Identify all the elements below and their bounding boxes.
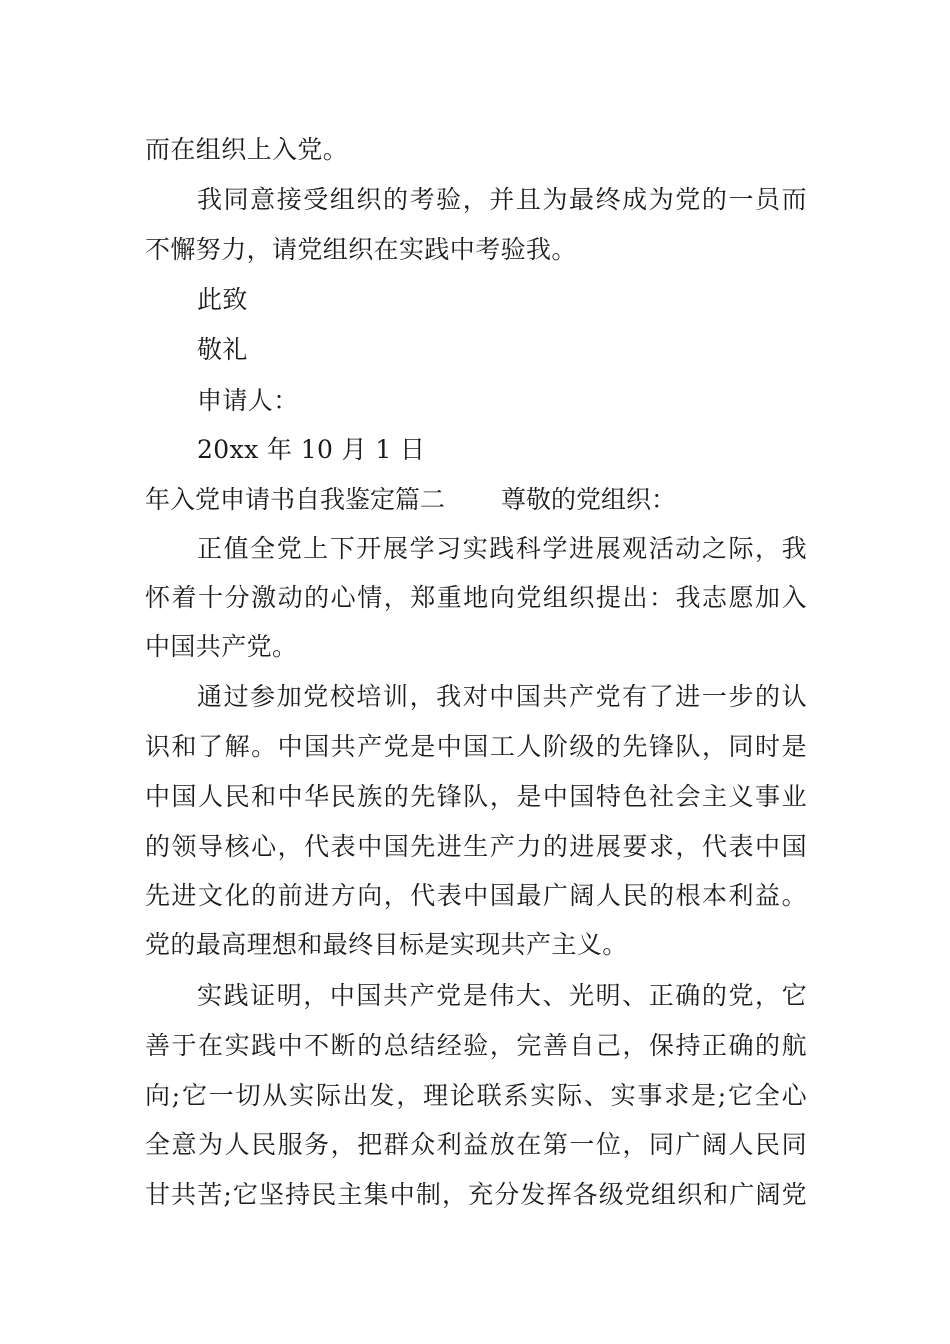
paragraph-line: 我同意接受组织的考验，并且为最终成为党的一员而 bbox=[197, 185, 807, 214]
paragraph-line: 不懈努力，请党组织在实践中考验我。 bbox=[145, 235, 577, 264]
paragraph-line: 向;它一切从实际出发，理论联系实际、实事求是;它全心 bbox=[145, 1081, 807, 1110]
paragraph-line: 全意为人民服务，把群众利益放在第一位，同广阔人民同 bbox=[145, 1130, 807, 1159]
paragraph-line: 的领导核心，代表中国先进生产力的进展要求，代表中国 bbox=[145, 832, 807, 861]
section-title: 年入党申请书自我鉴定篇二 bbox=[145, 485, 446, 514]
paragraph-line: 先进文化的前进方向，代表中国最广阔人民的根本利益。 bbox=[145, 881, 807, 910]
paragraph-line: 党的最高理想和最终目标是实现共产主义。 bbox=[145, 930, 628, 959]
section-heading-row bbox=[145, 482, 807, 518]
paragraph-line: 实践证明，中国共产党是伟大、光明、正确的党，它 bbox=[197, 981, 807, 1010]
paragraph-line: 善于在实践中不断的总结经验，完善自己，保持正确的航 bbox=[145, 1031, 807, 1060]
paragraph-line: 而在组织上入党。 bbox=[145, 135, 349, 164]
closing-salute: 敬礼 bbox=[197, 335, 248, 364]
paragraph-line: 甘共苦;它坚持民主集中制，充分发挥各级党组织和广阔党 bbox=[145, 1180, 807, 1209]
paragraph-line: 中国共产党。 bbox=[145, 632, 298, 661]
date-line: 20xx 年 10 月 1 日 bbox=[197, 435, 426, 464]
salutation: 尊敬的党组织： bbox=[501, 485, 677, 514]
paragraph-line: 怀着十分激动的心情，郑重地向党组织提出：我志愿加入 bbox=[145, 583, 807, 612]
paragraph-line: 识和了解。中国共产党是中国工人阶级的先锋队，同时是 bbox=[145, 732, 807, 761]
closing-line: 此致 bbox=[197, 285, 248, 314]
paragraph-line: 通过参加党校培训，我对中国共产党有了进一步的认 bbox=[197, 682, 807, 711]
paragraph-line: 中国人民和中华民族的先锋队，是中国特色社会主义事业 bbox=[145, 782, 807, 811]
paragraph-line: 正值全党上下开展学习实践科学进展观活动之际，我 bbox=[197, 534, 807, 563]
applicant-label: 申请人： bbox=[197, 386, 299, 415]
